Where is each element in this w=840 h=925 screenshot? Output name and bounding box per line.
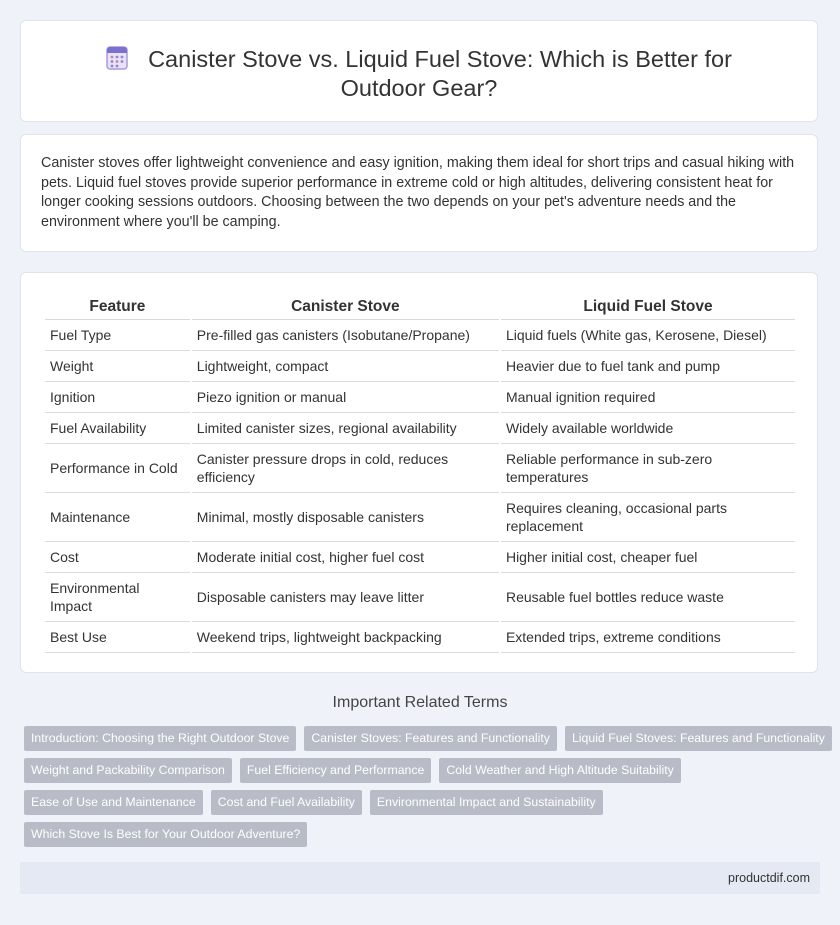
table-cell: Manual ignition required bbox=[501, 382, 795, 413]
table-cell: Disposable canisters may leave litter bbox=[192, 573, 499, 622]
table-row bbox=[45, 493, 795, 542]
table-cell: Pre-filled gas canisters (Isobutane/Propane) bbox=[192, 320, 499, 351]
related-term-tag[interactable]: Introduction: Choosing the Right Outdoor Stove bbox=[24, 726, 296, 751]
header-canister: Canister Stove bbox=[192, 295, 499, 320]
table-row bbox=[45, 320, 795, 351]
table-row bbox=[45, 413, 795, 444]
title-card bbox=[20, 20, 818, 122]
table-cell: Moderate initial cost, higher fuel cost bbox=[192, 542, 499, 573]
related-term-tag[interactable]: Environmental Impact and Sustainability bbox=[370, 790, 603, 815]
table-cell: Reliable performance in sub-zero temperatures bbox=[501, 444, 795, 493]
table-cell: Fuel Availability bbox=[45, 413, 190, 444]
table-row bbox=[45, 622, 795, 653]
table-cell: Extended trips, extreme conditions bbox=[501, 622, 795, 653]
page-title-text: Canister Stove vs. Liquid Fuel Stove: Which is Better for Outdoor Gear? bbox=[148, 46, 732, 101]
table-row bbox=[45, 573, 795, 622]
table-row bbox=[45, 542, 795, 573]
table-cell: Minimal, mostly disposable canisters bbox=[192, 493, 499, 542]
table-cell: Reusable fuel bottles reduce waste bbox=[501, 573, 795, 622]
table-cell: Liquid fuels (White gas, Kerosene, Diesel) bbox=[501, 320, 795, 351]
comparison-table bbox=[43, 295, 797, 653]
footer bbox=[20, 862, 820, 894]
header-feature: Feature bbox=[45, 295, 190, 320]
page-title bbox=[61, 45, 777, 103]
related-terms-list bbox=[24, 726, 824, 854]
table-cell: Piezo ignition or manual bbox=[192, 382, 499, 413]
header-liquid: Liquid Fuel Stove bbox=[501, 295, 795, 320]
table-cell: Ignition bbox=[45, 382, 190, 413]
table-cell: Widely available worldwide bbox=[501, 413, 795, 444]
related-term-tag[interactable]: Cost and Fuel Availability bbox=[211, 790, 362, 815]
table-cell: Lightweight, compact bbox=[192, 351, 499, 382]
table-cell: Canister pressure drops in cold, reduces efficiency bbox=[192, 444, 499, 493]
comparison-card bbox=[20, 272, 818, 673]
related-terms-heading: Important Related Terms bbox=[332, 694, 508, 711]
table-cell: Best Use bbox=[45, 622, 190, 653]
table-cell: Heavier due to fuel tank and pump bbox=[501, 351, 795, 382]
table-row bbox=[45, 351, 795, 382]
table-cell: Cost bbox=[45, 542, 190, 573]
related-term-tag[interactable]: Canister Stoves: Features and Functionality bbox=[304, 726, 557, 751]
related-term-tag[interactable]: Weight and Packability Comparison bbox=[24, 758, 232, 783]
table-cell: Limited canister sizes, regional availability bbox=[192, 413, 499, 444]
intro-paragraph: Canister stoves offer lightweight convenience and easy ignition, making them ideal for short trips and casual hiking with pets. Liquid fuel stoves provide superior performance in extreme cold or high altitudes, delivering consistent heat for longer cooking sessions outdoors. Choosing between the two depends on your pet's adventure needs and the environment where you'll be camping. bbox=[41, 155, 795, 230]
related-term-tag[interactable]: Which Stove Is Best for Your Outdoor Adventure? bbox=[24, 822, 307, 847]
intro-card bbox=[20, 134, 818, 252]
related-term-tag[interactable]: Liquid Fuel Stoves: Features and Functionality bbox=[565, 726, 832, 751]
table-cell: Requires cleaning, occasional parts replacement bbox=[501, 493, 795, 542]
table-row bbox=[45, 382, 795, 413]
table-cell: Environmental Impact bbox=[45, 573, 190, 622]
table-cell: Performance in Cold bbox=[45, 444, 190, 493]
table-cell: Maintenance bbox=[45, 493, 190, 542]
related-term-tag[interactable]: Ease of Use and Maintenance bbox=[24, 790, 203, 815]
footer-site-link[interactable]: productdif.com bbox=[728, 871, 810, 885]
related-term-tag[interactable]: Fuel Efficiency and Performance bbox=[240, 758, 431, 783]
document-icon bbox=[106, 46, 128, 70]
table-cell: Weight bbox=[45, 351, 190, 382]
related-term-tag[interactable]: Cold Weather and High Altitude Suitability bbox=[439, 758, 680, 783]
table-row bbox=[45, 444, 795, 493]
table-cell: Fuel Type bbox=[45, 320, 190, 351]
table-cell: Weekend trips, lightweight backpacking bbox=[192, 622, 499, 653]
table-cell: Higher initial cost, cheaper fuel bbox=[501, 542, 795, 573]
